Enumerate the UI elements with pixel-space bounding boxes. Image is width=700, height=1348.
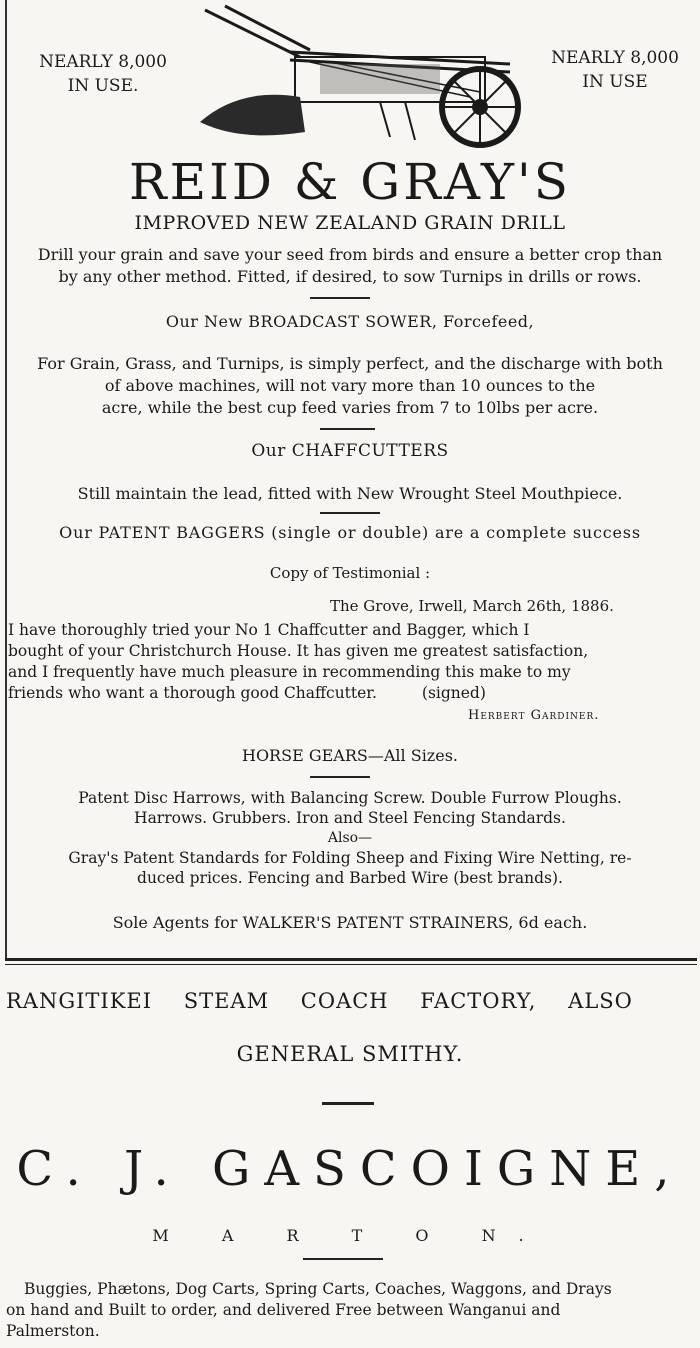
ad-subtitle: IMPROVED NEW ZEALAND GRAIN DRILL — [134, 212, 566, 234]
gears-line-2: Harrows. Grubbers. Iron and Steel Fencing Standards. — [134, 809, 566, 827]
sower-line-3: acre, while the best cup feed varies from 7 to 10lbs per acre. — [101, 398, 599, 417]
gears-also: Also— — [327, 830, 373, 846]
divider — [320, 428, 375, 430]
drill-line-2: by any other method. Fitted, if desired, to sow Turnips in drills or rows. — [58, 267, 642, 286]
proprietor-name: C. J. GASCOIGNE, — [16, 1141, 684, 1197]
grain-drill-illustration — [180, 2, 535, 152]
sower-line-2: of above machines, will not vary more than 10 ounces to the — [104, 376, 596, 395]
testimonial-heading: Copy of Testimonial : — [269, 564, 431, 582]
right-badge — [530, 46, 700, 94]
divider — [310, 776, 370, 778]
drill-description — [0, 244, 700, 288]
left-badge-line2: IN USE. — [67, 76, 139, 96]
divider — [303, 1258, 383, 1260]
sower-heading: Our New BROADCAST SOWER, Forcefeed, — [165, 312, 535, 331]
coach-body-line-2: on hand and Built to order, and delivered Free between Wanganui and — [6, 1301, 561, 1319]
testimonial-line-3: and I frequently have much pleasure in recommending this make to my — [8, 663, 571, 681]
smithy-line: GENERAL SMITHY. — [236, 1042, 464, 1066]
right-badge-line2: IN USE — [582, 72, 648, 92]
coach-body-line-3: Palmerston. — [6, 1322, 100, 1340]
divider — [322, 1102, 374, 1105]
ad-title: REID & GRAY'S — [129, 153, 571, 211]
left-badge — [18, 50, 188, 98]
gears-line-4: duced prices. Fencing and Barbed Wire (best brands). — [137, 869, 563, 887]
sower-line-1: For Grain, Grass, and Turnips, is simply perfect, and the discharge with both — [37, 354, 663, 373]
coach-body-line-1: Buggies, Phætons, Dog Carts, Spring Carts, Coaches, Waggons, and Drays — [24, 1280, 612, 1298]
gears-description — [0, 788, 700, 888]
testimonial-body — [8, 620, 698, 704]
chaff-heading: Our CHAFFCUTTERS — [251, 441, 449, 461]
testimonial-dateline: The Grove, Irwell, March 26th, 1886. — [330, 597, 614, 615]
baggers-line: Our PATENT BAGGERS (single or double) are a complete success — [59, 523, 641, 542]
testimonial-line-4-text: friends who want a thorough good Chaffcutter. — [8, 684, 377, 702]
gears-line-3: Gray's Patent Standards for Folding Sheep and Fixing Wire Netting, re- — [68, 849, 632, 867]
coach-factory-line: RANGITIKEI STEAM COACH FACTORY, ALSO — [6, 989, 633, 1013]
town-name: M A R T O N. — [152, 1226, 548, 1245]
testimonial-line-1: I have thoroughly tried your No 1 Chaffcutter and Bagger, which I — [8, 621, 530, 639]
gears-line-1: Patent Disc Harrows, with Balancing Screw. Double Furrow Ploughs. — [78, 789, 622, 807]
left-badge-line1: NEARLY 8,000 — [39, 52, 167, 72]
right-badge-line1: NEARLY 8,000 — [551, 48, 679, 68]
testimonial-line-4 — [8, 683, 698, 704]
section-rule — [5, 964, 697, 965]
sower-description — [0, 353, 700, 419]
chaff-line-1: Still maintain the lead, fitted with New Wrought Steel Mouthpiece. — [77, 484, 623, 503]
coach-body — [6, 1279, 698, 1342]
divider — [310, 297, 370, 299]
testimonial-signed: (signed) — [421, 684, 486, 702]
sole-agents-line: Sole Agents for WALKER'S PATENT STRAINERS, 6d each. — [112, 913, 588, 932]
testimonial-line-2: bought of your Christchurch House. It has given me greatest satisfaction, — [8, 642, 589, 660]
divider — [320, 512, 380, 514]
testimonial-signature: Herbert Gardiner. — [468, 708, 600, 723]
gears-heading: HORSE GEARS—All Sizes. — [241, 746, 458, 765]
section-rule — [5, 958, 697, 961]
drill-line-1: Drill your grain and save your seed from birds and ensure a better crop than — [37, 245, 663, 264]
